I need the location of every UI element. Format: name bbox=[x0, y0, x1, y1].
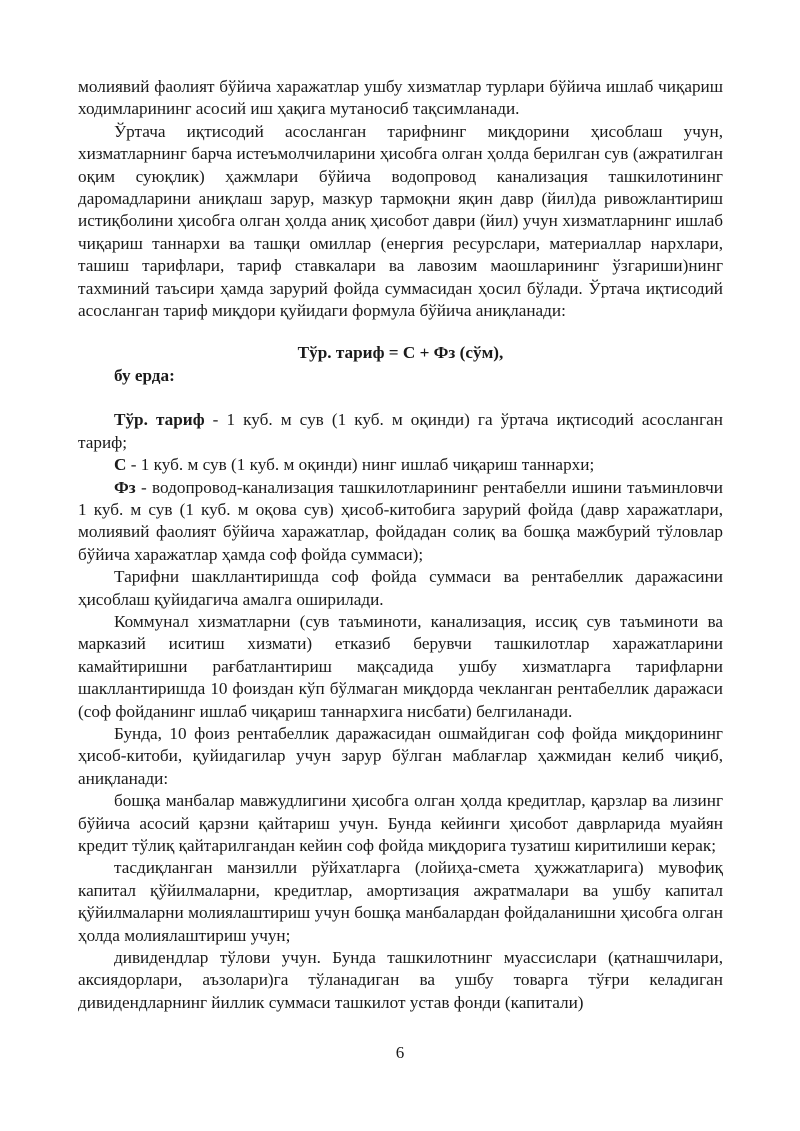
page-number: 6 bbox=[395, 1043, 405, 1062]
definition-term: Тўр. тариф bbox=[114, 410, 205, 430]
paragraph-ten-percent: Бунда, 10 фоиз рентабеллик даражасидан ошмайдиган соф фойда миқдорининг ҳисоб-китоби, қуйидагилар учун зарур бўлган маблағлар ҳажмидан келиб чиқиб, аниқланади: bbox=[78, 723, 723, 788]
definition-term: Фз bbox=[114, 477, 136, 497]
definition-text: - 1 куб. м сув (1 куб. м оқинди) га ўртача иқтисодий асосланган тариф; bbox=[78, 410, 724, 452]
list-item-loans: бошқа манбалар мавжудлигини ҳисобга олган ҳолда кредитлар, қарзлар ва лизинг бўйича асосий қарзни қайтариш учун. Бунда кейинги ҳисобот даврларида муайян кредит тўлиқ қайтарилгандан кейин соф фойда миқдорига тузатиш киритилиши керак; bbox=[78, 791, 723, 855]
definition-term: С bbox=[114, 455, 127, 475]
paragraph-net-profit: Тарифни шакллантиришда соф фойда суммаси ва рентабеллик даражасини ҳисоблаш қуйидагича амалга оширилади. bbox=[78, 567, 723, 609]
definition-text: - водопровод-канализация ташкилотларининг рентабелли ишини таъминловчи 1 куб. м сув (1 куб. м оқова сув) ҳисоб-китобига зарурий фойда (давр харажатлари, молиявий фаолият бўйича харажатлар, фойдадан солиқ ва бошқа мажбурий тўловлар бўйича харажатлар ҳамда соф фойда суммаси); bbox=[78, 477, 723, 564]
definition-cost bbox=[78, 454, 723, 476]
list-item-capital-investments: тасдиқланган манзилли рўйхатларга (лойиҳа-смета ҳужжатларига) мувофиқ капитал қўйилмаларни, кредитлар, амортизация ажратмалари ва ушбу капитал қўйилмаларни молиялаштириш учун бошқа манбалардан фойдаланишни ҳисобга олган ҳолда молиялаштириш учун; bbox=[78, 858, 723, 945]
list-item-dividends: дивидендлар тўлови учун. Бунда ташкилотнинг муассислари (қатнашчилари, аксиядорлари, аъзолари)га тўланадиган ва ушбу товарга тўғри келадиган дивидендларнинг йиллик суммаси ташкилот устав фонди (капитали) bbox=[78, 948, 723, 1012]
paragraph-continued: молиявий фаолият бўйича харажатлар ушбу хизматлар турлари бўйича ишлаб чиқариш ходимларининг асосий иш ҳақига мутаносиб тақсимланади. bbox=[78, 77, 723, 119]
tariff-formula: Тўр. тариф = С + Фз (сўм), bbox=[297, 343, 504, 363]
definition-required-profit bbox=[78, 477, 723, 567]
paragraph-communal-services: Коммунал хизматларни (сув таъминоти, канализация, иссиқ сув таъминоти ва марказий иситиш хизмати) етказиб берувчи ташкилотлар харажатларини камайтиришни рағбатлантириш мақсадида ушбу хизматларга тарифларни шакллантиришда 10 фоиздан кўп бўлмаган миқдорда чекланган рентабеллик даражаси (соф фойданинг ишлаб чиқариш таннархига нисбати) белгиланади. bbox=[78, 611, 723, 721]
page-body bbox=[78, 76, 723, 1014]
definition-text: - 1 куб. м сув (1 куб. м оқинди) нинг ишлаб чиқариш таннархи; bbox=[126, 455, 595, 475]
definition-average-tariff bbox=[78, 409, 723, 454]
where-label: бу ерда: bbox=[114, 365, 175, 385]
paragraph-average-tariff: Ўртача иқтисодий асосланган тарифнинг миқдорини ҳисоблаш учун, хизматларнинг барча истеъмолчиларини ҳисобга олган ҳолда берилган сув (ажратилган оқим суюқлик) ҳажмлари бўйича водопровод канализация ташкилотининг даромадларини аниқлаш зарур, мазкур тармоқни яқин давр (йил)да ривожлантириш истиқболини ҳисобга олган ҳолда аниқ ҳисобот даври (йил) учун хизматларнинг ишлаб чиқариш таннархи ва ташқи омиллар (енергия ресурслари, материаллар нархлари, ташиш тарифлари, тариф ставкалари ва лавозим маошларининг ўзгариши)нинг тахминий таъсири ҳамда зарурий фойда суммасидан ҳосил бўлади. Ўртача иқтисодий асосланган тариф миқдори қуйидаги формула бўйича аниқланади: bbox=[78, 121, 723, 321]
